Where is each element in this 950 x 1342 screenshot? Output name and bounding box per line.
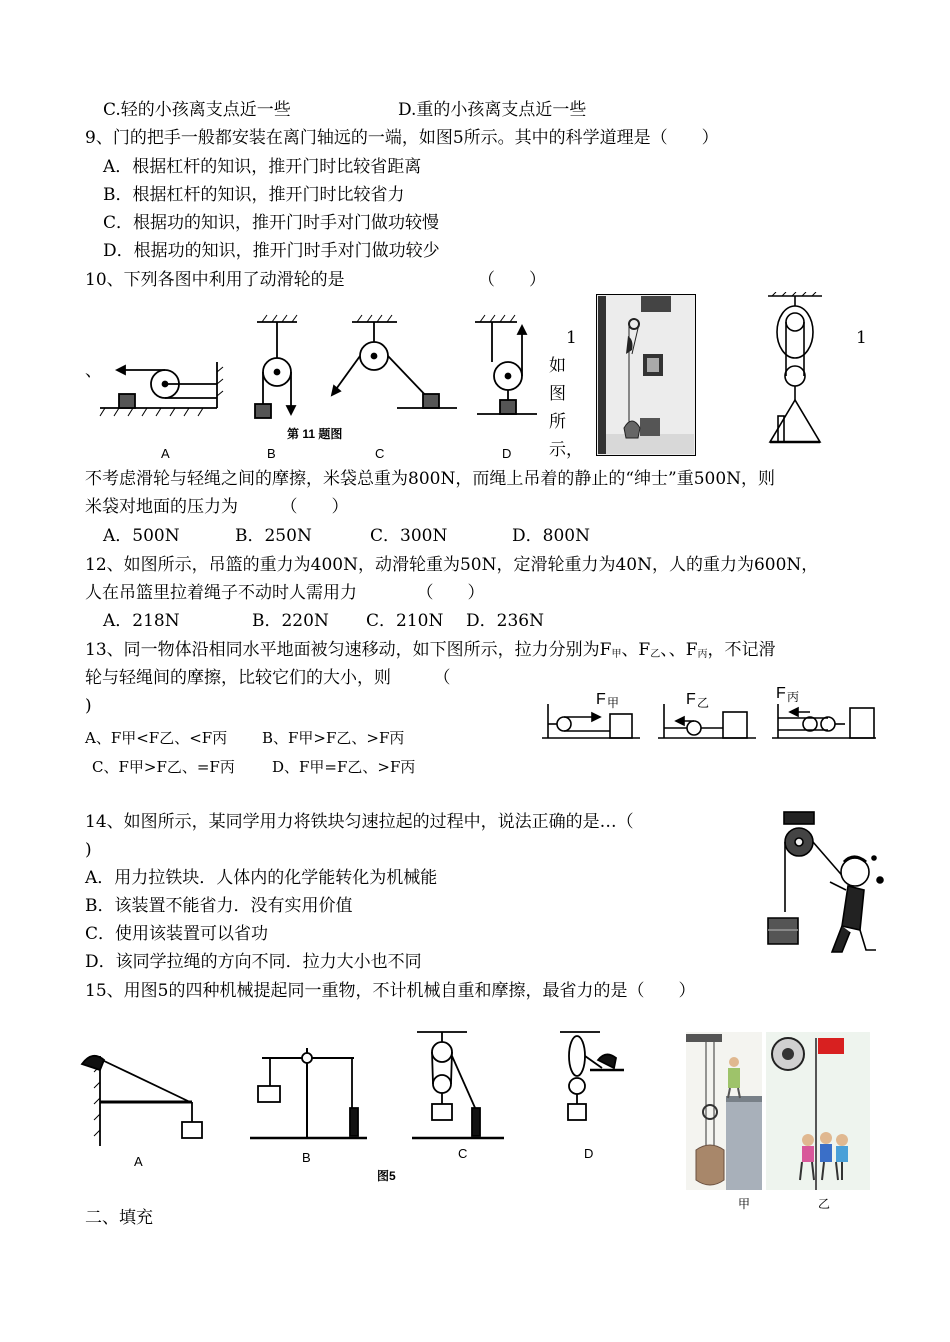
q13-line1-mid1: 、F	[621, 640, 651, 660]
q13-fig-yi: 乙	[697, 696, 710, 710]
q15-side-label-yi: 乙	[818, 1197, 831, 1211]
q11-vertical-1: 如	[549, 356, 566, 376]
q12-option-a: A．218N	[103, 611, 180, 631]
q15-stem: 15、用图5的四种机械提起同一重物，不计机械自重和摩擦，最省力的是（ ）	[85, 981, 696, 1001]
q13-fig-jia: 甲	[607, 696, 620, 710]
q10-stem: 10、下列各图中利用了动滑轮的是	[85, 270, 345, 290]
q13-line1	[85, 639, 776, 666]
q8-option-c: C.轻的小孩离支点近一些	[103, 100, 291, 120]
q15-side-label-jia: 甲	[738, 1197, 751, 1211]
q14-option-a: A．用力拉铁块．人体内的化学能转化为机械能	[85, 868, 438, 888]
q13-fig-bing: 丙	[787, 690, 800, 704]
q13-option-b: B、F甲>F乙、>F丙	[262, 729, 405, 747]
q15-label-c: C	[458, 1146, 468, 1161]
q11-vertical-3: 所	[549, 412, 566, 432]
q12-basket-figure	[764, 292, 826, 452]
q10-label-a: A	[161, 446, 170, 461]
q13-line2: 轮与轻绳间的摩擦，比较它们的大小，则 （	[85, 668, 451, 688]
q11-vertical-4: 示，	[549, 440, 583, 460]
q9-option-d: D．根据功的知识，推开门时手对门做功较少	[103, 241, 440, 261]
q13-fig-f1: F	[596, 691, 606, 708]
q13-line1-pre: 13、同一物体沿相同水平地面被匀速移动，如下图所示，拉力分别为F	[85, 640, 612, 660]
q12-line2: 人在吊篮里拉着绳子不动时人需用力 （ ）	[85, 583, 485, 603]
q14-option-c: C．使用该装置可以省功	[85, 924, 269, 944]
q11-number-comma: 、	[85, 361, 102, 381]
q14-option-b: B．该装置不能省力．没有实用价值	[85, 896, 353, 916]
q9-stem: 9、门的把手一般都安装在离门轴远的一端，如图5所示。其中的科学道理是（ ）	[85, 128, 719, 148]
q11-number-frag-right: 1	[856, 328, 867, 348]
q9-option-b: B．根据杠杆的知识，推开门时比较省力	[103, 185, 405, 205]
q13-pulley-figure	[540, 684, 880, 746]
q14-option-d: D．该同学拉绳的方向不同．拉力大小也不同	[85, 952, 422, 972]
q10-pulley-figure	[97, 312, 537, 462]
q10-label-d: D	[502, 446, 512, 461]
q15-label-a: A	[134, 1154, 143, 1169]
q11-line2: 米袋对地面的压力为 （ ）	[85, 497, 349, 517]
q14-paren-close: )	[85, 840, 92, 860]
q13-line3: )	[85, 696, 92, 716]
q13-sub-yi: 乙	[650, 649, 661, 660]
q11-vertical-2: 图	[549, 384, 566, 404]
q13-option-a: A、F甲<F乙、<F丙	[85, 729, 228, 747]
section2-title: 二、填充	[85, 1208, 153, 1228]
q13-option-d: D、F甲=F乙、>F丙	[272, 758, 416, 776]
q11-option-c: C．300N	[370, 526, 448, 546]
q14-person-pulley-figure	[760, 810, 890, 960]
q13-sub-bing: 丙	[697, 649, 708, 660]
q10-label-b: B	[267, 446, 276, 461]
q9-option-c: C．根据功的知识，推开门时手对门做功较慢	[103, 213, 440, 233]
q11-building-photo	[596, 294, 696, 456]
q9-option-a: A．根据杠杆的知识，推开门时比较省距离	[103, 157, 422, 177]
q13-line1-post: ，不记滑	[707, 640, 776, 660]
q12-option-d: D．236N	[466, 611, 544, 631]
q13-fig-f3: F	[776, 685, 786, 702]
q15-label-d: D	[584, 1146, 594, 1161]
q11-option-a: A．500N	[103, 526, 180, 546]
q15-side-photos	[686, 1032, 870, 1214]
q12-option-c: C．210N	[366, 611, 444, 631]
q13-option-c: C、F甲>F乙、=F丙	[92, 758, 235, 776]
q10-answer-paren: （ ）	[478, 270, 546, 290]
q15-machines-figure	[72, 1026, 632, 1186]
q10-figure-caption: 第 11 题图	[287, 427, 343, 441]
q10-label-c: C	[375, 446, 385, 461]
q8-option-d: D.重的小孩离支点近一些	[398, 100, 587, 120]
q11-line1: 不考虑滑轮与轻绳之间的摩擦，米袋总重为800N，而绳上吊着的静止的“绅士”重500N，则	[85, 469, 776, 489]
q13-sub-jia: 甲	[611, 649, 622, 660]
q15-figure-caption: 图5	[377, 1169, 396, 1183]
q12-line1: 12、如图所示，吊篮的重力为400N，动滑轮重为50N，定滑轮重力为40N，人的重力为600N，	[85, 555, 819, 575]
q14-stem: 14、如图所示，某同学用力将铁块匀速拉起的过程中，说法正确的是…（	[85, 812, 634, 832]
q12-option-b: B．220N	[252, 611, 329, 631]
q11-option-b: B．250N	[235, 526, 312, 546]
q13-line1-mid2: 、、F	[660, 640, 698, 660]
q15-label-b: B	[302, 1150, 311, 1165]
q11-option-d: D．800N	[512, 526, 590, 546]
q13-fig-f2: F	[686, 691, 696, 708]
q11-number-frag-left: 1	[566, 328, 577, 348]
